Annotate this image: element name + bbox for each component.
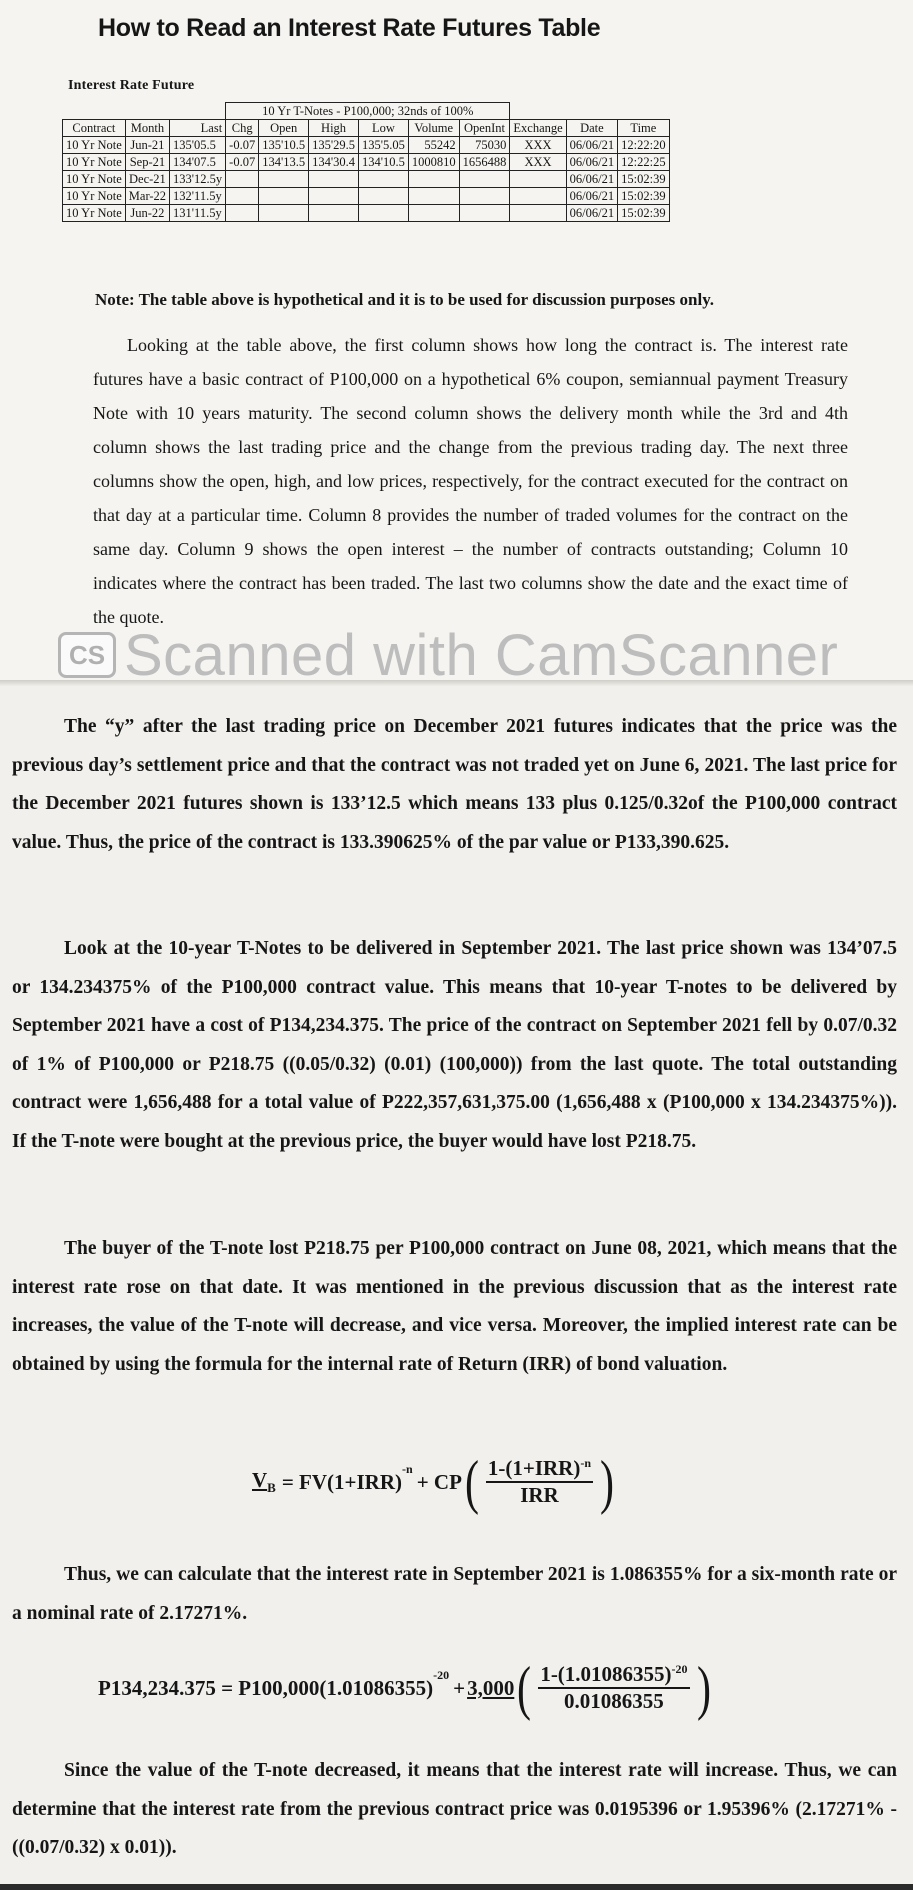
formula-lhs (252, 1468, 276, 1496)
cell-month: Jun-21 (125, 137, 169, 154)
paragraph-december-futures: The “y” after the last trading price on December 2021 futures indicates that the price was the previous day’s settlement price and that the contract was not traded yet on June 6, 2021. The last price for the December 2021 futures shown is 133’12.5 which means 133 plus 0.125/0.32of the P100,000 contract value. Thus, the price of the contract is 133.390625% of the par value or P133,390.625. (12, 716, 897, 853)
cell-month: Dec-21 (125, 171, 169, 188)
price-formula-denominator: 0.01086355 (564, 1689, 664, 1713)
formula-numerator (486, 1456, 593, 1483)
col-header-volume: Volume (408, 120, 459, 137)
cell-contract: 10 Yr Note (63, 154, 126, 171)
formula-cp-term: + CP (416, 1469, 462, 1494)
paragraph-september-notes: Look at the 10-year T-Notes to be delivered in September 2021. The last price shown was 134’07.5 or 134.234375% of the P100,000 contract value. This means that 10-year T-notes to be delivered by September 2021 have a cost of P134,234.375. The price of the contract on September 2021 fell by 0.07/0.32 of 1% of P100,000 or P218.75 ((0.05/0.32) (0.01) (100,000)) from the last quote. The total outstanding contract were 1,656,488 for a total value of P222,357,631,375.00 (1,656,488 x (P100,000 x 134.234375%)). If the T-note were bought at the previous price, the buyer would have lost P218.75. (12, 938, 897, 1152)
cell-chg (226, 188, 259, 205)
paragraph-interest-rate-result: Thus, we can calculate that the interest rate in September 2021 is 1.086355% for a six-month rate or a nominal rate of 2.17271%. (12, 1564, 897, 1624)
futures-table (62, 102, 670, 222)
cell-contract: 10 Yr Note (63, 205, 126, 222)
cell-time: 12:22:25 (618, 154, 669, 171)
cell-month: Sep-21 (125, 154, 169, 171)
price-formula-right-paren: ) (696, 1655, 711, 1721)
cell-contract: 10 Yr Note (63, 171, 126, 188)
cell-high (309, 188, 359, 205)
cell-open (259, 205, 309, 222)
table-row (63, 137, 670, 154)
formula-right-paren: ) (600, 1449, 615, 1515)
cell-contract: 10 Yr Note (63, 188, 126, 205)
col-header-last: Last (170, 120, 226, 137)
cell-openint: 1656488 (459, 154, 510, 171)
cell-chg: -0.07 (226, 137, 259, 154)
col-header-contract: Contract (63, 120, 126, 137)
cell-time: 12:22:20 (618, 137, 669, 154)
table-caption-row (63, 103, 670, 120)
cell-last: 134'07.5 (170, 154, 226, 171)
price-formula-numerator-exponent: -20 (671, 1662, 688, 1676)
formula-annuity-fraction (486, 1456, 593, 1508)
formula-lhs-symbol: V (252, 1467, 268, 1492)
cell-exchange: XXX (510, 154, 566, 171)
caption-spacer (125, 103, 169, 120)
cell-openint: 75030 (459, 137, 510, 154)
cell-open (259, 171, 309, 188)
camscanner-logo-icon: CS (58, 632, 116, 678)
cell-date: 06/06/21 (566, 137, 617, 154)
table-row (63, 171, 670, 188)
cell-chg: -0.07 (226, 154, 259, 171)
paragraph-table-explanation: Looking at the table above, the first column shows how long the contract is. The interest rate futures have a basic contract of P100,000 on a hypothetical 6% coupon, semiannual payment Treasury Note with 10 years maturity. The second column shows the delivery month while the 3rd and 4th column shows the last trading price and the change from the previous trading day. The next three columns show the open, high, and low prices, respectively, for the contract executed for the contract on that day at a particular time. Column 8 provides the number of traded volumes for the contract on the same day. Column 9 shows the open interest – the number of contracts outstanding; Column 10 indicates where the contract has been traded. The last two columns show the date and the exact time of the quote. (93, 335, 848, 627)
cell-high (309, 205, 359, 222)
cell-time: 15:02:39 (618, 205, 669, 222)
cell-last: 135'05.5 (170, 137, 226, 154)
cell-last: 133'12.5y (170, 171, 226, 188)
cell-low: 134'10.5 (359, 154, 409, 171)
cell-high: 134'30.4 (309, 154, 359, 171)
col-header-time: Time (618, 120, 669, 137)
caption-spacer (566, 103, 617, 120)
cell-last: 131'11.5y (170, 205, 226, 222)
cell-date: 06/06/21 (566, 188, 617, 205)
paragraph-conclusion: Since the value of the T-note decreased, it means that the interest rate will increase. Thus, we can determine that the interest rate from the previous contract price was 0.0195396 or 1.95396% (2.17271% - ((0.07/0.32) x 0.01)). (12, 1760, 897, 1858)
formula-lhs-sub: B (267, 1480, 276, 1496)
cell-exchange (510, 171, 566, 188)
formula-numerator-exponent: -n (580, 1456, 592, 1470)
cell-volume: 1000810 (408, 154, 459, 171)
watermark-text: Scanned with CamScanner (124, 623, 839, 687)
cell-chg (226, 171, 259, 188)
cell-high (309, 171, 359, 188)
cell-open (259, 188, 309, 205)
paragraph-irr-intro: The buyer of the T-note lost P218.75 per P100,000 contract on June 08, 2021, which means that the interest rate rose on that date. It was mentioned in the previous discussion that as the interest rate increases, the value of the T-note will decrease, and vice versa. Moreover, the implied interest rate can be obtained by using the formula for the internal rate of Return (IRR) of bond valuation. (12, 1238, 897, 1375)
cell-contract: 10 Yr Note (63, 137, 126, 154)
formula-fv-exponent: -n (402, 1462, 413, 1476)
col-header-low: Low (359, 120, 409, 137)
cell-low (359, 188, 409, 205)
formula-numerator-text: 1-(1+IRR) (487, 1456, 581, 1480)
cell-openint (459, 171, 510, 188)
col-header-exchange: Exchange (510, 120, 566, 137)
cell-open: 134'13.5 (259, 154, 309, 171)
cell-time: 15:02:39 (618, 188, 669, 205)
cell-exchange (510, 188, 566, 205)
bottom-edge-rule (0, 1884, 913, 1890)
formula-denominator: IRR (520, 1483, 559, 1507)
price-formula-coupon: 3,000 (467, 1675, 515, 1700)
price-formula-plus: + (453, 1675, 466, 1700)
formula-fv-term: = FV(1+IRR) (281, 1469, 403, 1494)
cell-month: Jun-22 (125, 205, 169, 222)
caption-spacer (63, 103, 126, 120)
cell-volume: 55242 (408, 137, 459, 154)
irr-formula (252, 1449, 617, 1515)
col-header-openint: OpenInt (459, 120, 510, 137)
cell-date: 06/06/21 (566, 205, 617, 222)
camscanner-watermark (58, 623, 913, 687)
cell-low (359, 171, 409, 188)
cell-volume (408, 171, 459, 188)
cell-volume (408, 205, 459, 222)
caption-spacer (510, 103, 566, 120)
table-caption: 10 Yr T-Notes - P100,000; 32nds of 100% (226, 103, 510, 120)
price-formula (98, 1655, 714, 1721)
disclaimer-note: Note: The table above is hypothetical and it is to be used for discussion purposes only. (95, 290, 715, 309)
table-row (63, 205, 670, 222)
col-header-month: Month (125, 120, 169, 137)
col-header-high: High (309, 120, 359, 137)
col-header-open: Open (259, 120, 309, 137)
cell-open: 135'10.5 (259, 137, 309, 154)
formula-left-paren: ( (464, 1449, 479, 1515)
table-row (63, 188, 670, 205)
price-formula-numerator (538, 1662, 689, 1689)
table-label: Interest Rate Future (68, 78, 195, 93)
price-formula-lhs: P134,234.375 = P100,000(1.01086355) (98, 1675, 434, 1700)
caption-spacer (618, 103, 669, 120)
cell-last: 132'11.5y (170, 188, 226, 205)
price-formula-exponent: -20 (433, 1668, 450, 1682)
cell-month: Mar-22 (125, 188, 169, 205)
table-row (63, 154, 670, 171)
cell-high: 135'29.5 (309, 137, 359, 154)
page-title: How to Read an Interest Rate Futures Table (98, 14, 601, 42)
col-header-date: Date (566, 120, 617, 137)
col-header-chg: Chg (226, 120, 259, 137)
cell-chg (226, 205, 259, 222)
price-formula-numerator-text: 1-(1.01086355) (540, 1662, 672, 1686)
cell-low (359, 205, 409, 222)
cell-date: 06/06/21 (566, 171, 617, 188)
caption-spacer (170, 103, 226, 120)
cell-volume (408, 188, 459, 205)
price-formula-fraction (538, 1662, 689, 1714)
cell-time: 15:02:39 (618, 171, 669, 188)
table-header-row (63, 120, 670, 137)
price-formula-left-paren: ( (517, 1655, 532, 1721)
cell-date: 06/06/21 (566, 154, 617, 171)
cell-openint (459, 188, 510, 205)
cell-openint (459, 205, 510, 222)
cell-exchange: XXX (510, 137, 566, 154)
cell-low: 135'5.05 (359, 137, 409, 154)
cell-exchange (510, 205, 566, 222)
